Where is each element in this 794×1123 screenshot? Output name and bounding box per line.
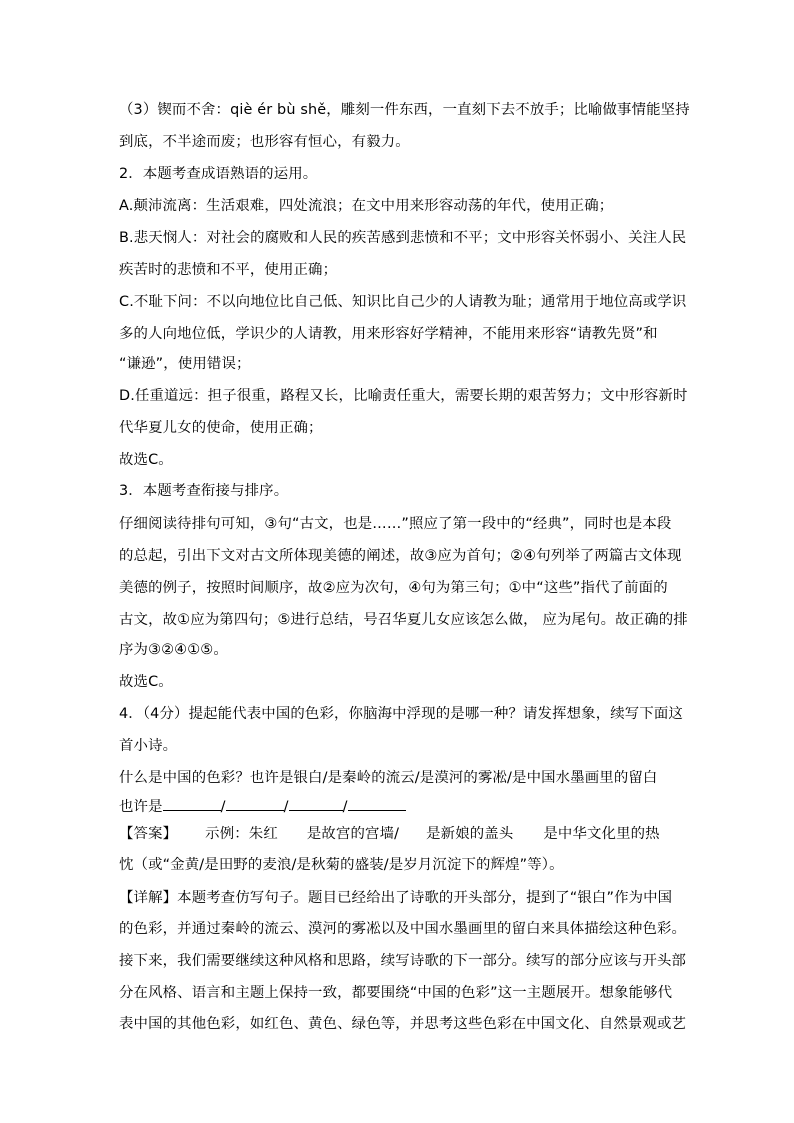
fill-slash: /	[283, 799, 289, 815]
answer-tag: 【答案】	[119, 826, 178, 842]
text-line: 首小诗。	[119, 738, 178, 754]
fill-slash: /	[342, 799, 348, 815]
answer-part: 是故宫的宫墙/	[306, 826, 400, 842]
answer-line-2: 忱（或“金黄/是田野的麦浪/是秋菊的盛装/是岁月沉淀下的辉煌”等）。	[119, 857, 564, 873]
option-a: A.颠沛流离：生活艰难，四处流浪；在文中用来形容动荡的年代，使用正确；	[119, 198, 614, 214]
blank-2	[226, 795, 284, 811]
fill-prefix: 也许是	[119, 799, 163, 815]
text-line: 的总起，引出下文对古文所体现美德的阐述，故③应为首句；②④句列举了两篇古文体现	[119, 548, 682, 564]
fill-in-line	[119, 795, 406, 817]
text-line: 美德的例子，按照时间顺序，故②应为次句，④句为第三句；①中“这些”指代了前面的	[119, 580, 668, 596]
blank-4	[348, 795, 406, 811]
text-line: “谦逊”，使用错误；	[119, 356, 251, 372]
blank-3	[289, 795, 343, 811]
blank-1	[163, 795, 221, 811]
text-line: （3）锲而不舍：qiè ér bù shě，雕刻一件东西，一直刻下去不放手；比喻做事情能坚持	[119, 102, 690, 118]
text-line: 序为③②④①⑤。	[119, 642, 228, 658]
text-line: 仔细阅读待排句可知，③句“古文，也是……”照应了第一段中的“经典”，同时也是本段	[119, 516, 672, 532]
detail-line: 接下来，我们需要继续这种风格和思路，续写诗歌的下一部分。续写的部分应该与开头部	[119, 953, 687, 969]
answer-line	[119, 824, 660, 844]
answer-part: 是新娘的盖头	[426, 826, 514, 842]
option-b: B.悲天悯人：对社会的腐败和人民的疾苦感到悲愤和不平；文中形容关怀弱小、关注人民	[119, 230, 687, 246]
option-c: C.不耻下问：不以向地位比自己低、知识比自己少的人请教为耻；通常用于地位高或学识	[119, 294, 687, 310]
section-heading-4: 4．（4分）提起能代表中国的色彩，你脑海中浮现的是哪一种？请发挥想象，续写下面这	[119, 706, 683, 722]
option-d: D.任重道远：担子很重，路程又长，比喻责任重大，需要长期的艰苦努力；文中形容新时	[119, 388, 688, 404]
poem-line: 什么是中国的色彩？也许是银白/是秦岭的流云/是漠河的雾凇/是中国水墨画里的留白	[119, 770, 658, 786]
answer-choice: 故选C。	[119, 674, 173, 690]
text-line: 代华夏儿女的使命，使用正确；	[119, 420, 323, 436]
answer-choice: 故选C。	[119, 452, 173, 468]
text-line: 到底，不半途而废；也形容有恒心，有毅力。	[119, 134, 410, 150]
detail-line: 分在风格、语言和主题上保持一致，都要围绕“中国的色彩”这一主题展开。想象能够代	[119, 985, 673, 1001]
answer-part: 示例：朱红	[205, 826, 278, 842]
text-line: 疾苦时的悲愤和不平，使用正确；	[119, 262, 338, 278]
detail-text: 本题考查仿写句子。题目已经给出了诗歌的开头部分，提到了“银白”作为中国	[177, 890, 673, 906]
detail-line: 的色彩，并通过秦岭的流云、漠河的雾凇以及中国水墨画里的留白来具体描绘这种色彩。	[119, 921, 687, 937]
section-heading-3: 3．本题考查衔接与排序。	[119, 483, 289, 499]
answer-part: 是中华文化里的热	[543, 826, 660, 842]
detail-line: 表中国的其他色彩，如红色、黄色、绿色等，并思考这些色彩在中国文化、自然景观或艺	[119, 1016, 687, 1032]
detail-tag: 【详解】	[119, 890, 178, 906]
text-line: 多的人向地位低，学识少的人请教，用来形容好学精神，不能用来形容“请教先贤”和	[119, 326, 658, 342]
section-heading-2: 2．本题考查成语熟语的运用。	[119, 166, 318, 182]
text-line: 古文，故①应为第四句；⑤进行总结，号召华夏儿女应该怎么做， 应为尾句。故正确的排	[119, 612, 688, 628]
fill-slash: /	[220, 799, 226, 815]
detail-first-line	[119, 888, 672, 908]
